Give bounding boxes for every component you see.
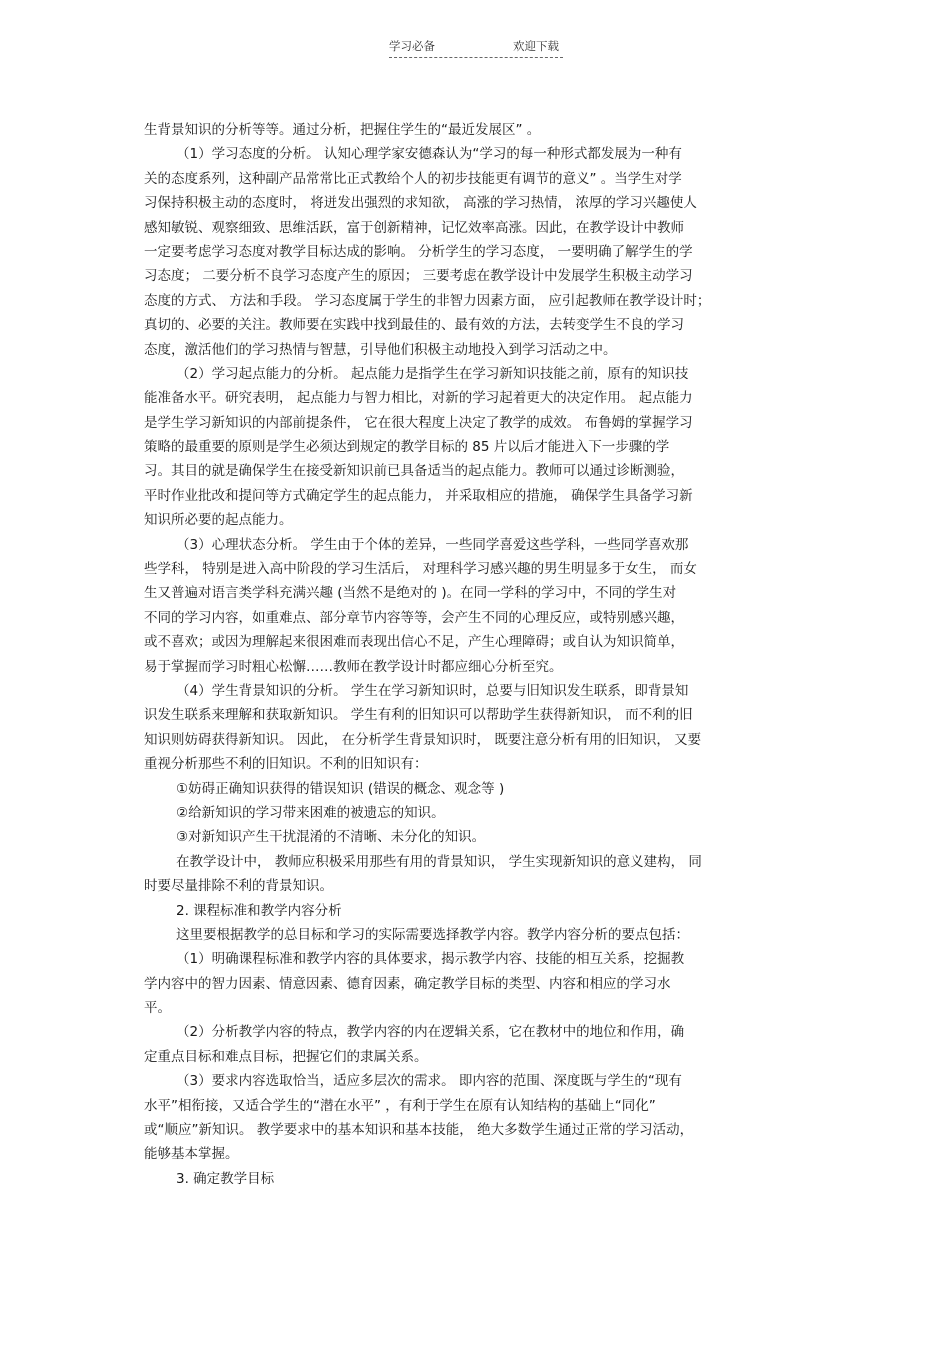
text-line: （1）学习态度的分析。 认知心理学家安德森认为“学习的每一种形式都发展为一种有 [176, 146, 682, 163]
text-line: 这里要根据教学的总目标和学习的实际需要选择教学内容。教学内容分析的要点包括： [176, 926, 689, 943]
text-line: 关的态度系列，这种副产品常常比正式教给个人的初步技能更有调节的意义” 。当学生对学 [144, 170, 682, 187]
text-line: 知识则妨碍获得新知识。 因此， 在分析学生背景知识时， 既要注意分析有用的旧知识， 又要 [144, 731, 702, 748]
text-line: 在教学设计中， 教师应积极采用那些有用的背景知识， 学生实现新知识的意义建构， 同 [176, 853, 702, 870]
text-line: （2）学习起点能力的分析。 起点能力是指学生在学习新知识技能之前，原有的知识技 [176, 365, 689, 382]
text-line: 平。 [144, 1000, 171, 1017]
header-left-text: 学习必备 [389, 39, 435, 53]
document-body [144, 118, 809, 1191]
text-line: 水平”相衔接，又适合学生的“潜在水平” ，有利于学生在原有认知结构的基础上“同化” [144, 1097, 656, 1114]
text-line: 生又普遍对语言类学科充满兴趣 (当然不是绝对的 )。在同一学科的学习中，不同的学生对 [144, 585, 677, 602]
text-line: 一定要考虑学习态度对教学目标达成的影响。 分析学生的学习态度， 一要明确了解学生的学 [144, 243, 693, 260]
text-line: 时要尽量排除不利的背景知识。 [144, 878, 333, 895]
text-line: 习。其目的就是确保学生在接受新知识前已具备适当的起点能力。教师可以通过诊断测验， [144, 463, 684, 480]
text-line: 定重点目标和难点目标，把握它们的隶属关系。 [144, 1048, 428, 1065]
text-line: 或“顺应”新知识。 教学要求中的基本知识和基本技能， 绝大多数学生通过正常的学习活动， [144, 1122, 694, 1139]
header-right-text: 欢迎下载 [513, 39, 559, 53]
text-line: （3）心理状态分析。 学生由于个体的差异，一些同学喜爱这些学科，一些同学喜欢那 [176, 536, 689, 553]
text-line: （2）分析教学内容的特点，教学内容的内在逻辑关系，它在教材中的地位和作用，确 [176, 1024, 685, 1041]
text-line: 策略的最重要的原则是学生必须达到规定的教学目标的 85 片以后才能进入下一步骤的学 [144, 439, 670, 456]
text-line: 不同的学习内容，如重难点、部分章节内容等等，会产生不同的心理反应，或特别感兴趣， [144, 609, 684, 626]
text-line: 生背景知识的分析等等。通过分析，把握住学生的“最近发展区” 。 [144, 122, 541, 138]
text-line: ③对新知识产生干扰混淆的不清晰、未分化的知识。 [176, 829, 486, 846]
text-line: 平时作业批改和提问等方式确定学生的起点能力， 并采取相应的措施， 确保学生具备学习新 [144, 487, 693, 504]
text-line: （4）学生背景知识的分析。 学生在学习新知识时，总要与旧知识发生联系，即背景知 [176, 682, 689, 699]
text-line: 能准备水平。研究表明， 起点能力与智力相比，对新的学习起着更大的决定作用。 起点能力 [144, 390, 693, 407]
text-line: 或不喜欢；或因为理解起来很困难而表现出信心不足，产生心理障碍；或自认为知识简单， [144, 634, 684, 651]
text-line: ②给新知识的学习带来困难的被遗忘的知识。 [176, 804, 445, 821]
text-line: （1）明确课程标准和教学内容的具体要求，揭示教学内容、技能的相互关系，挖掘教 [176, 951, 685, 968]
text-line: 感知敏锐、观察细致、思维活跃，富于创新精神，记忆效率高涨。因此，在教学设计中教师 [144, 219, 684, 236]
text-line: 识发生联系来理解和获取新知识。 学生有利的旧知识可以帮助学生获得新知识， 而不利的旧 [144, 707, 693, 724]
text-line: 2. 课程标准和教学内容分析 [176, 902, 342, 919]
text-line: 些学科， 特别是进入高中阶段的学习生活后， 对理科学习感兴趣的男生明显多于女生， 而女 [144, 561, 697, 578]
text-line: 习态度； 二要分析不良学习态度产生的原因； 三要考虑在教学设计中发展学生积极主动学习 [144, 268, 693, 285]
text-line: 习保持积极主动的态度时， 将迸发出强烈的求知欲， 高涨的学习热情， 浓厚的学习兴趣使人 [144, 195, 697, 212]
text-line: 易于掌握而学习时粗心松懈……教师在教学设计时都应细心分析至究。 [144, 658, 563, 675]
text-line: 是学生学习新知识的内部前提条件， 它在很大程度上决定了教学的成效。 布鲁姆的掌握学习 [144, 414, 693, 431]
text-line: 重视分析那些不利的旧知识。不利的旧知识有： [144, 756, 428, 773]
text-line: 态度，激活他们的学习热情与智慧，引导他们积极主动地投入到学习活动之中。 [144, 341, 617, 358]
text-line: 态度的方式、 方法和手段。 学习态度属于学生的非智力因素方面， 应引起教师在教学设计时； [144, 292, 711, 309]
text-line: 知识所必要的起点能力。 [144, 512, 293, 529]
text-line: 学内容中的智力因素、情意因素、德育因素，确定教学目标的类型、内容和相应的学习水 [144, 975, 671, 992]
text-line: ①妨碍正确知识获得的错误知识 (错误的概念、观念等 ) [176, 780, 505, 797]
text-line: 3. 确定教学目标 [176, 1170, 275, 1187]
text-line: 能够基本掌握。 [144, 1146, 239, 1163]
text-line: 真切的、必要的关注。教师要在实践中找到最佳的、最有效的方法，去转变学生不良的学习 [144, 317, 684, 334]
text-line: （3）要求内容选取恰当，适应多层次的需求。 即内容的范围、深度既与学生的“现有 [176, 1073, 682, 1090]
page-header [389, 38, 563, 58]
